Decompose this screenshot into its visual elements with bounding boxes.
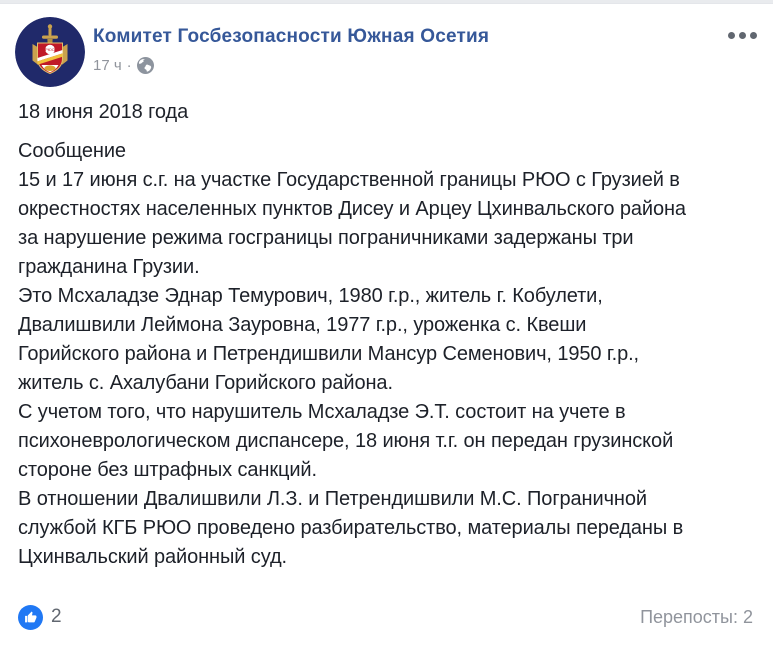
post-text-line: за нарушение режима госграницы пограничниками задержаны три bbox=[18, 227, 634, 249]
like-summary[interactable] bbox=[18, 604, 62, 630]
post-text-line: 15 и 17 июня с.г. на участке Государственной границы РЮО с Грузией в bbox=[18, 169, 680, 191]
post-timestamp-link[interactable]: 17 ч bbox=[93, 56, 122, 74]
post-text-line: гражданина Грузии. bbox=[18, 256, 200, 278]
post-text-line: стороне без штрафных санкций. bbox=[18, 459, 317, 481]
thumbs-up-icon bbox=[24, 611, 37, 624]
profile-avatar[interactable] bbox=[15, 17, 85, 87]
post-meta bbox=[93, 55, 154, 75]
reposts-link[interactable]: Перепосты: 2 bbox=[640, 607, 753, 627]
meta-separator: · bbox=[126, 56, 132, 74]
page-background-edge bbox=[0, 0, 773, 4]
post-text-line: житель с. Ахалубани Горийского района. bbox=[18, 372, 393, 394]
ellipsis-icon bbox=[750, 32, 757, 39]
post-paragraph bbox=[18, 137, 758, 572]
post-paragraph bbox=[18, 98, 758, 127]
like-count[interactable]: 2 bbox=[51, 606, 62, 627]
post-text-line: С учетом того, что нарушитель Мсхаладзе Э.Т. состоит на учете в bbox=[18, 401, 626, 423]
post-text-line: Сообщение bbox=[18, 140, 126, 162]
ellipsis-icon bbox=[728, 32, 735, 39]
globe-public-icon bbox=[137, 57, 154, 74]
post-text-line: Горийского района и Петрендишвили Мансур Семенович, 1950 г.р., bbox=[18, 343, 640, 365]
post-text-line: Это Мсхаладзе Эднар Темурович, 1980 г.р., житель г. Кобулети, bbox=[18, 285, 603, 307]
post-text bbox=[18, 98, 758, 572]
post-text-line: психоневрологическом диспансере, 18 июня т.г. он передан грузинской bbox=[18, 430, 674, 452]
post-text-line: службой КГБ РЮО проведено разбирательство, материалы переданы в bbox=[18, 517, 684, 539]
page-name-link[interactable]: Комитет Госбезопасности Южная Осетия bbox=[93, 26, 490, 47]
ellipsis-icon bbox=[739, 32, 746, 39]
like-bubble[interactable] bbox=[18, 605, 43, 630]
post-options-button[interactable] bbox=[715, 24, 759, 46]
post-text-line: окрестностях населенных пунктов Дисеу и Арцеу Цхинвальского района bbox=[18, 198, 686, 220]
post-text-line: Цхинвальский районный суд. bbox=[18, 546, 287, 568]
post-text-line: Двалишвили Леймона Зауровна, 1977 г.р., уроженка с. Квеши bbox=[18, 314, 587, 336]
avatar-shield-label: РЮО bbox=[45, 47, 55, 53]
post-text-line: 18 июня 2018 года bbox=[18, 101, 189, 123]
post-text-line: В отношении Двалишвили Л.З. и Петрендишвили М.С. Пограничной bbox=[18, 488, 647, 510]
kgb-south-ossetia-emblem-icon bbox=[15, 17, 85, 87]
